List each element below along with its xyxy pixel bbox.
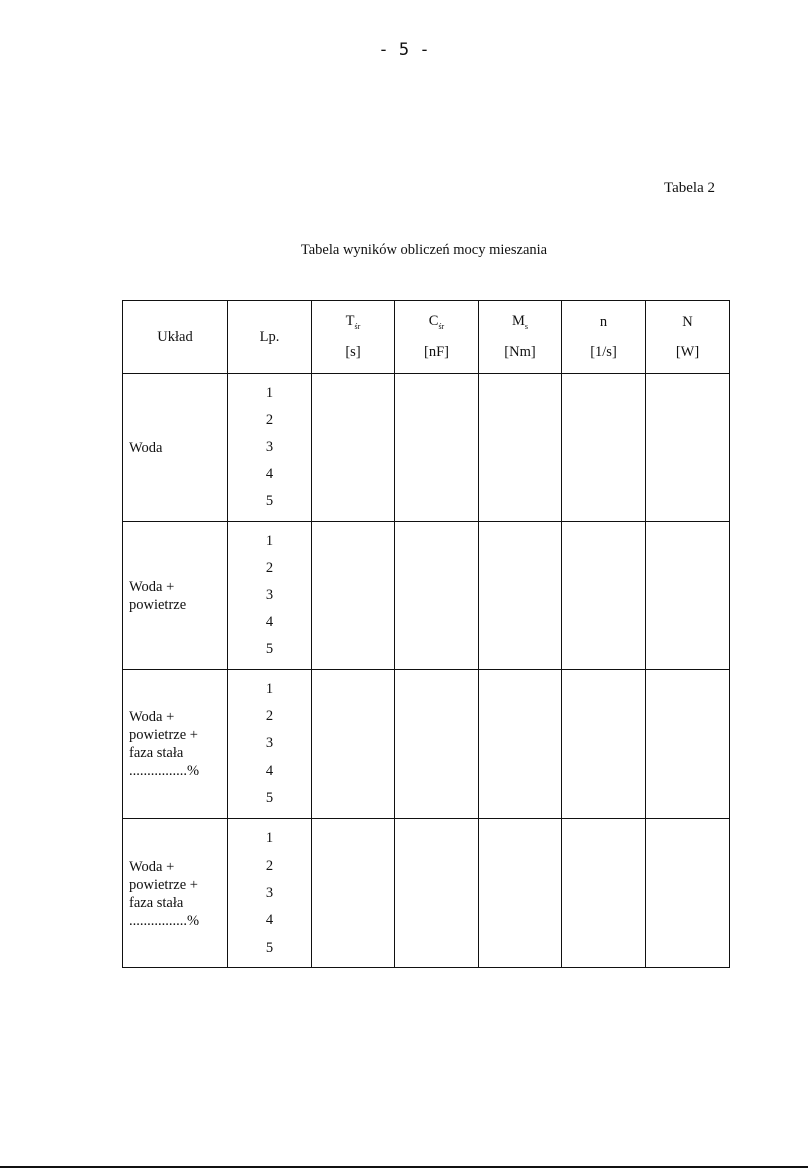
empty-data-cell: [312, 522, 395, 670]
row-number: 1: [265, 830, 274, 847]
empty-data-cell: [646, 522, 729, 670]
group-label-line: faza stała: [129, 745, 184, 761]
header-unit: [1/s]: [590, 343, 617, 360]
empty-data-cell: [479, 670, 562, 819]
header-unit: [nF]: [424, 343, 449, 360]
row-number: 4: [265, 614, 274, 630]
row-number: 4: [265, 762, 274, 779]
empty-data-cell: [479, 374, 562, 522]
header-cell: [646, 301, 729, 374]
empty-data-cell: [646, 374, 729, 522]
header-unit: [W]: [675, 343, 700, 360]
group-label-line: Woda +: [129, 858, 175, 875]
group-label-line: powietrze +: [129, 727, 198, 743]
row-number: 4: [265, 466, 274, 482]
row-number-cell: [228, 670, 312, 819]
header-subscript: śr: [354, 322, 361, 332]
row-number: 5: [265, 641, 274, 657]
header-subscript: śr: [438, 322, 445, 332]
row-number: 2: [265, 708, 274, 725]
group-label-cell: [123, 819, 228, 968]
group-label-line: powietrze +: [129, 876, 198, 893]
empty-data-cell: [562, 670, 646, 819]
header-unit: [Nm]: [504, 343, 536, 360]
group-label-line: Woda: [129, 439, 163, 456]
row-number: 1: [265, 681, 274, 698]
empty-data-cell: [395, 670, 479, 819]
header-subscript: s: [524, 322, 529, 332]
row-number: 3: [265, 439, 274, 455]
header-cell: [562, 301, 646, 374]
page-number: - 5 -: [378, 40, 430, 60]
page-bottom-rule: [0, 1166, 808, 1168]
header-symbol: n: [599, 313, 608, 330]
empty-data-cell: [479, 522, 562, 670]
row-number: 3: [265, 884, 274, 901]
empty-data-cell: [562, 374, 646, 522]
row-number: 2: [265, 560, 274, 576]
row-number: 5: [265, 789, 274, 806]
header-symbol: M: [511, 313, 525, 330]
row-number: 3: [265, 587, 274, 603]
empty-data-cell: [646, 819, 729, 968]
row-number: 5: [265, 493, 274, 509]
empty-data-cell: [395, 374, 479, 522]
header-symbol: T: [345, 313, 355, 330]
row-number: 3: [265, 735, 274, 752]
group-label-cell: [123, 522, 228, 670]
row-number: 2: [265, 857, 274, 874]
empty-data-cell: [562, 522, 646, 670]
row-number-cell: [228, 374, 312, 522]
group-label-line: Woda +: [129, 578, 175, 595]
group-label-cell: [123, 670, 228, 819]
row-number: 5: [265, 939, 274, 956]
row-number: 4: [265, 912, 274, 929]
empty-data-cell: [312, 819, 395, 968]
header-unit: [s]: [345, 343, 361, 360]
group-label-line: faza stała: [129, 894, 184, 911]
row-number: 1: [265, 385, 274, 401]
header-symbol: Lp.: [259, 328, 280, 345]
header-cell: [312, 301, 395, 374]
header-symbol: N: [682, 313, 693, 330]
group-label-line: Woda +: [129, 709, 175, 725]
header-symbol: C: [428, 313, 439, 330]
group-label-cell: [123, 374, 228, 522]
empty-data-cell: [395, 522, 479, 670]
results-table: [122, 300, 730, 968]
header-symbol: Układ: [157, 328, 193, 345]
empty-data-cell: [395, 819, 479, 968]
group-label-line: ................%: [129, 763, 200, 779]
empty-data-cell: [562, 819, 646, 968]
row-number-cell: [228, 819, 312, 968]
table-title: Tabela wyników obliczeń mocy mieszania: [300, 242, 548, 258]
empty-data-cell: [479, 819, 562, 968]
row-number-cell: [228, 522, 312, 670]
table-label: Tabela 2: [664, 180, 716, 196]
empty-data-cell: [312, 670, 395, 819]
group-label-line: ................%: [129, 912, 200, 929]
header-cell: [123, 301, 228, 374]
header-cell: [395, 301, 479, 374]
empty-data-cell: [646, 670, 729, 819]
header-cell: [479, 301, 562, 374]
header-cell: [228, 301, 312, 374]
row-number: 1: [265, 533, 274, 549]
group-label-line: powietrze: [129, 596, 187, 613]
row-number: 2: [265, 412, 274, 428]
empty-data-cell: [312, 374, 395, 522]
